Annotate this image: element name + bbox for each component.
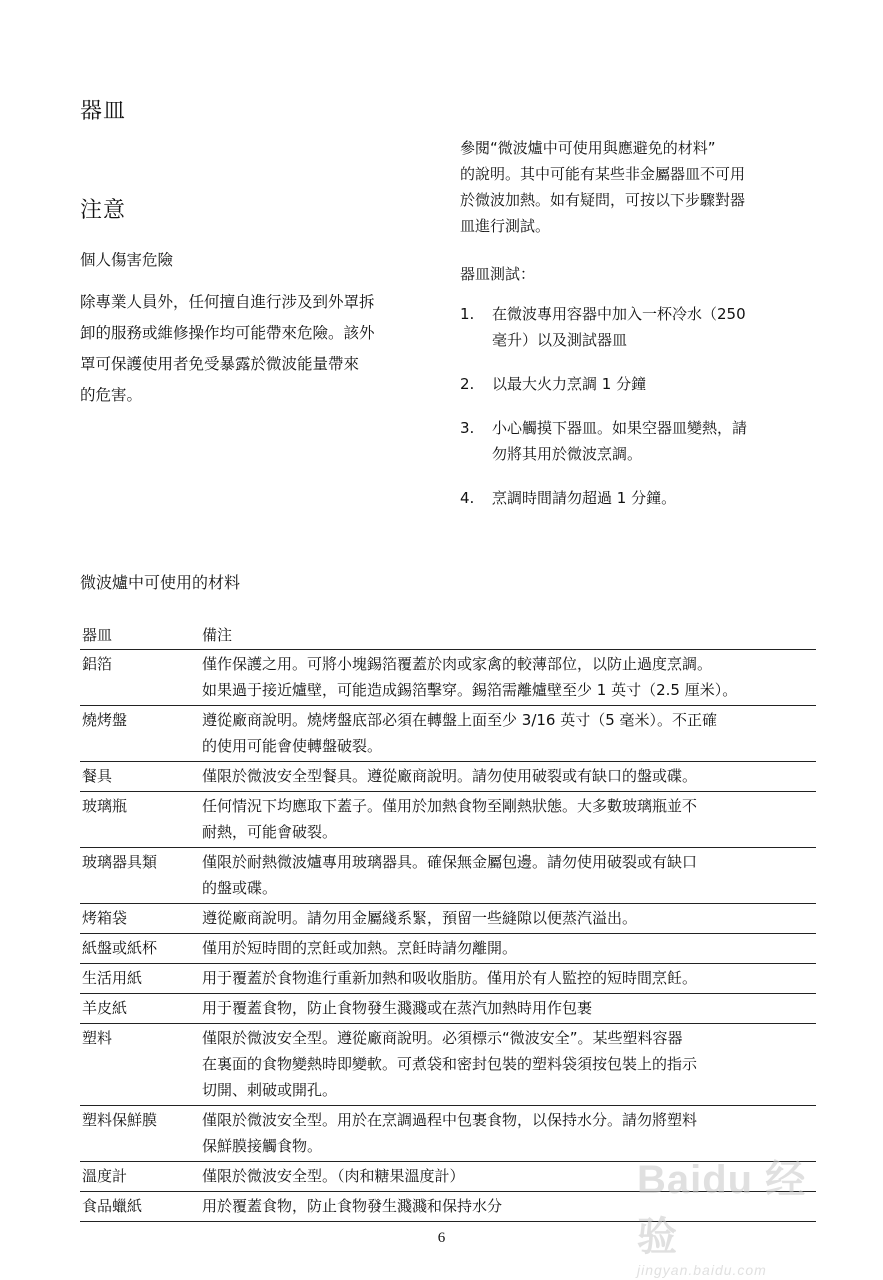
table-title: 微波爐中可使用的材料: [80, 573, 241, 592]
heading-caution: 注意: [80, 198, 127, 223]
table-row: [80, 934, 816, 964]
note-cell: [200, 706, 816, 762]
note-line: 的盤或碟。: [202, 879, 278, 897]
table-row: [80, 706, 816, 762]
item-cell: 溫度計: [80, 1162, 200, 1192]
step-text-line: 毫升）以及測試器皿: [492, 331, 628, 349]
note-line: 遵從廠商說明。燒烤盤底部必須在轉盤上面至少 3/16 英寸（5 毫米）。不正確: [202, 711, 718, 729]
note-cell: [200, 964, 816, 994]
item-cell: 玻璃器具類: [80, 848, 200, 904]
step-text-line: 以最大火力烹調 1 分鐘: [492, 375, 647, 393]
item-cell: 玻璃瓶: [80, 792, 200, 848]
note-line: 僅限於微波安全型。（肉和糖果溫度計）: [202, 1167, 465, 1185]
item-cell: 食品蠟紙: [80, 1192, 200, 1222]
note-line: 如果過于接近爐壁，可能造成錫箔擊穿。錫箔需離爐壁至少 1 英寸（2.5 厘米）。: [202, 681, 738, 699]
note-line: 耐熱，可能會破裂。: [202, 823, 338, 841]
intro-line: 皿進行測試。: [460, 217, 551, 235]
test-step: [460, 301, 805, 353]
note-cell: [200, 934, 816, 964]
table-row: [80, 994, 816, 1024]
note-cell: [200, 904, 816, 934]
note-line: 切開、刺破或開孔。: [202, 1081, 338, 1099]
step-text-line: 小心觸摸下器皿。如果空器皿變熱，請: [492, 419, 748, 437]
note-cell: [200, 1024, 816, 1106]
header-note: 備注: [200, 622, 816, 650]
test-step: [460, 485, 805, 511]
test-steps-list: [460, 301, 805, 529]
caution-line: 的危害。: [80, 386, 143, 404]
table-row: [80, 650, 816, 706]
note-cell: [200, 848, 816, 904]
item-cell: 羊皮紙: [80, 994, 200, 1024]
step-text-line: 烹調時間請勿超過 1 分鐘。: [492, 489, 677, 507]
note-line: 的使用可能會使轉盤破裂。: [202, 737, 383, 755]
caution-line: 除專業人員外，任何擅自進行涉及到外罩拆: [80, 293, 375, 311]
watermark-url: jingyan.baidu.com: [637, 1262, 767, 1278]
page-number: 6: [437, 1230, 446, 1246]
heading-dishes: 器皿: [80, 99, 127, 124]
note-line: 僅限於耐熱微波爐專用玻璃器具。確保無金屬包邊。請勿使用破裂或有缺口: [202, 853, 698, 871]
item-cell: 生活用紙: [80, 964, 200, 994]
table-row: [80, 792, 816, 848]
table-row: [80, 964, 816, 994]
step-number: 2.: [460, 375, 475, 393]
note-cell: [200, 994, 816, 1024]
note-line: 僅用於短時間的烹飪或加熱。烹飪時請勿離開。: [202, 939, 518, 957]
item-cell: 餐具: [80, 762, 200, 792]
intro-line: 參閱“微波爐中可使用與應避免的材料”: [460, 139, 716, 157]
intro-paragraph: [460, 135, 805, 239]
test-step: [460, 415, 805, 467]
note-line: 僅限於微波安全型。遵從廠商說明。必須標示“微波安全”。某些塑料容器: [202, 1029, 683, 1047]
note-line: 用于覆蓋於食物進行重新加熱和吸收脂肪。僅用於有人監控的短時間烹飪。: [202, 969, 698, 987]
note-line: 遵從廠商說明。請勿用金屬綫系緊，預留一些縫隙以便蒸汽溢出。: [202, 909, 638, 927]
intro-line: 的說明。其中可能有某些非金屬器皿不可用: [460, 165, 746, 183]
note-line: 用于覆蓋食物，防止食物發生濺濺或在蒸汽加熱時用作包裹: [202, 999, 593, 1017]
caution-line: 卸的服務或維修操作均可能帶來危險。該外: [80, 324, 375, 342]
step-text-line: 在微波專用容器中加入一杯冷水（250: [492, 305, 746, 323]
test-step: [460, 371, 805, 397]
note-cell: [200, 792, 816, 848]
subheading-personal-injury: 個人傷害危險: [80, 251, 174, 269]
step-number: 4.: [460, 489, 475, 507]
caution-paragraph: [80, 287, 440, 411]
table-row: [80, 762, 816, 792]
note-line: 僅作保護之用。可將小塊錫箔覆蓋於肉或家禽的較薄部位，以防止過度烹調。: [202, 655, 713, 673]
watermark-logo: [637, 1148, 847, 1278]
intro-line: 於微波加熱。如有疑問，可按以下步驟對器: [460, 191, 746, 209]
note-line: 在裏面的食物變熱時即變軟。可煮袋和密封包裝的塑料袋須按包裝上的指示: [202, 1055, 698, 1073]
table-row: [80, 1024, 816, 1106]
step-text-line: 勿將其用於微波烹調。: [492, 445, 643, 463]
table-row: [80, 848, 816, 904]
item-cell: 紙盤或紙杯: [80, 934, 200, 964]
step-number: 3.: [460, 419, 475, 437]
item-cell: 燒烤盤: [80, 706, 200, 762]
item-cell: 塑料保鮮膜: [80, 1106, 200, 1162]
item-cell: 鋁箔: [80, 650, 200, 706]
item-cell: 塑料: [80, 1024, 200, 1106]
note-line: 用於覆蓋食物，防止食物發生濺濺和保持水分: [202, 1197, 503, 1215]
item-cell: 烤箱袋: [80, 904, 200, 934]
test-label: 器皿測試：: [460, 265, 536, 283]
note-line: 保鮮膜接觸食物。: [202, 1137, 323, 1155]
note-line: 僅限於微波安全型。用於在烹調過程中包裹食物，以保持水分。請勿將塑料: [202, 1111, 698, 1129]
table-row: [80, 904, 816, 934]
step-number: 1.: [460, 305, 475, 323]
table-header-row: [80, 622, 816, 650]
header-item: 器皿: [80, 622, 200, 650]
watermark-brand: Baidu 经验: [637, 1158, 807, 1259]
note-line: 任何情況下均應取下蓋子。僅用於加熱食物至剛熱狀態。大多數玻璃瓶並不: [202, 797, 698, 815]
materials-table: [80, 622, 816, 1222]
note-line: 僅限於微波安全型餐具。遵從廠商說明。請勿使用破裂或有缺口的盤或碟。: [202, 767, 698, 785]
note-cell: [200, 762, 816, 792]
caution-line: 罩可保護使用者免受暴露於微波能量帶來: [80, 355, 360, 373]
note-cell: [200, 650, 816, 706]
